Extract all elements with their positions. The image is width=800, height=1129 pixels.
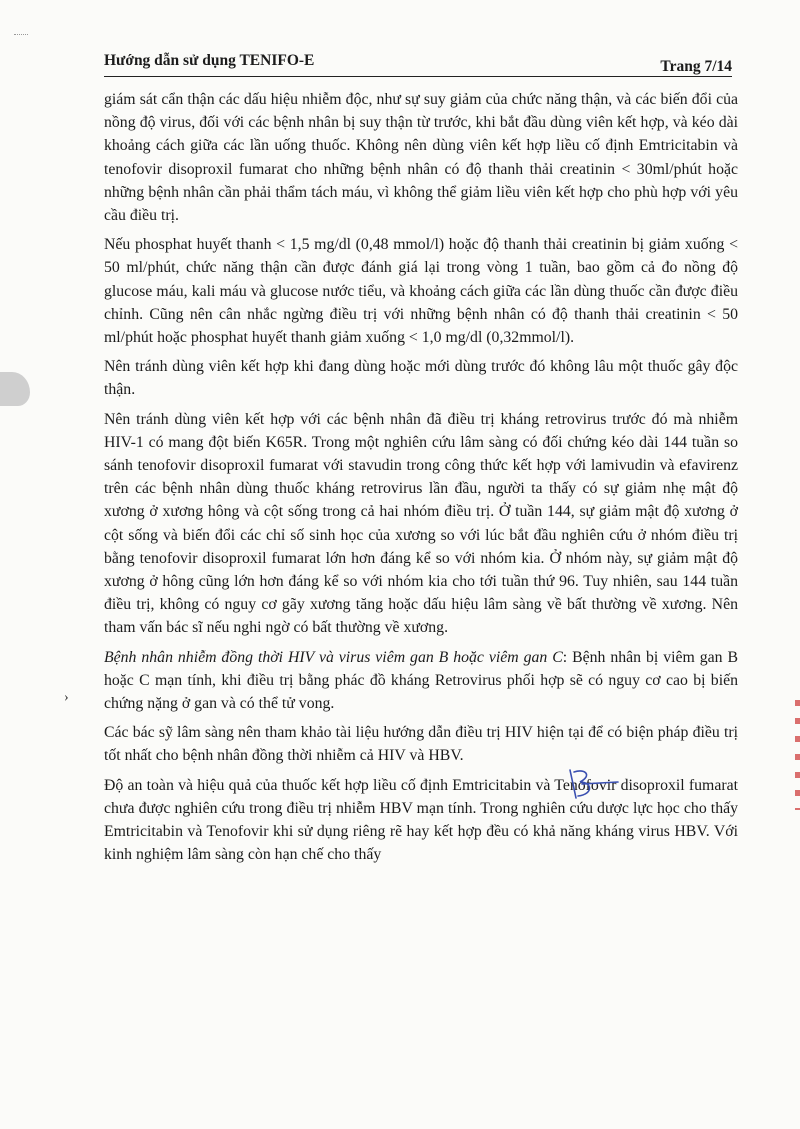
scan-dots [14,34,28,38]
document-title: Hướng dẫn sử dụng TENIFO-E [104,52,315,69]
document-body [104,88,738,873]
paragraph-7: Độ an toàn và hiệu quả của thuốc kết hợp liều cố định Emtricitabin và Tenofovir disoproxil fumarat chưa được nghiên cứu trong điều trị nhiễm HBV mạn tính. Trong nghiên cứu dược lực học cho thấy Emtricitabin và Tenofovir khi sử dụng riêng rẽ hay kết hợp đều có khả năng kháng virus HBV. Với kinh nghiệm lâm sàng còn hạn chế cho thấy [104,776,738,864]
red-edge-mark [795,700,800,810]
document-header [104,48,732,77]
paragraph-5 [104,646,738,716]
handwritten-initials [556,764,626,804]
paragraph-6: Các bác sỹ lâm sàng nên tham khảo tài liệu hướng dẫn điều trị HIV hiện tại để có biện pháp điều trị tốt nhất cho bệnh nhân đồng thời nhiễm cả HIV và HBV. [104,724,738,765]
paragraph-1: giám sát cẩn thận các dấu hiệu nhiễm độc, như sự suy giảm của chức năng thận, và các biến đổi của nồng độ virus, đối với các bệnh nhân bị suy thận từ trước, khi bắt đầu dùng viên kết hợp, và kéo dài khoảng cách giữa các lần uống thuốc. Không nên dùng viên kết hợp liều cố định Emtricitabin và tenofovir disoproxil fumarat cho những bệnh nhân có độ thanh thải creatinin < 30ml/phút hoặc những bệnh nhân cần phải thẩm tách máu, vì không thể giảm liều viên kết hợp cho phù hợp với yêu cầu điều trị. [104,91,738,225]
scan-tick: › [64,690,69,705]
section-heading-italic: Bệnh nhân nhiễm đồng thời HIV và virus viêm gan B hoặc viêm gan C [104,648,563,666]
paragraph-2: Nếu phosphat huyết thanh < 1,5 mg/dl (0,48 mmol/l) hoặc độ thanh thải creatinin bị giảm xuống < 50 ml/phút, chức năng thận cần được đánh giá lại trong vòng 1 tuần, bao gồm cả đo nồng độ glucose máu, kali máu và glucose nước tiểu, và khoảng cách giữa các lần dùng thuốc cần được điều chỉnh. Cũng nên cân nhắc ngừng điều trị với những bệnh nhân có độ thanh thải creatinin < 50 ml/phút hoặc phosphat huyết thanh giảm xuống < 1,0 mg/dl (0,32mmol/l). [104,236,738,347]
paragraph-3: Nên tránh dùng viên kết hợp khi đang dùng hoặc mới dùng trước đó không lâu một thuốc gây độc thận. [104,358,738,399]
page-number: Trang 7/14 [660,58,732,75]
paragraph-4: Nên tránh dùng viên kết hợp với các bệnh nhân đã điều trị kháng retrovirus trước đó mà nhiễm HIV-1 có mang đột biến K65R. Trong một nghiên cứu lâm sàng có đối chứng kéo dài 144 tuần so sánh tenofovir disoproxil fumarat với stavudin trong công thức kết hợp với lamivudin và efavirenz trên các bệnh nhân dùng thuốc kháng retrovirus lần đầu, người ta thấy có sự giảm nhẹ mật độ xương ở xương hông và cột sống trong cả hai nhóm điều trị. Ở tuần 144, sự giảm mật độ xương ở cột sống và biến đổi các chỉ số sinh học của xương so với lúc bắt đầu nghiên cứu ở nhóm điều trị bằng tenofovir disoproxil fumarat lớn hơn đáng kể so với nhóm kia. Ở nhóm này, sự giảm mật độ xương ở hông cũng lớn hơn đáng kể so với nhóm kia cho tới tuần thứ 96. Tuy nhiên, sau 144 tuần điều trị, không có nguy cơ gãy xương tăng hoặc dấu hiệu lâm sàng về bất thường về xương. Nên tham vấn bác sĩ nếu nghi ngờ có bất thường về xương. [104,410,738,637]
paragraph-5-text: : Bệnh nhân bị viêm gan B hoặc C mạn tính, khi điều trị bằng phác đồ kháng Retrovirus phối hợp sẽ có nguy cơ cao bị biến chứng nặng ở gan và có thể tử vong. [104,648,738,713]
scan-smudge [0,372,30,406]
